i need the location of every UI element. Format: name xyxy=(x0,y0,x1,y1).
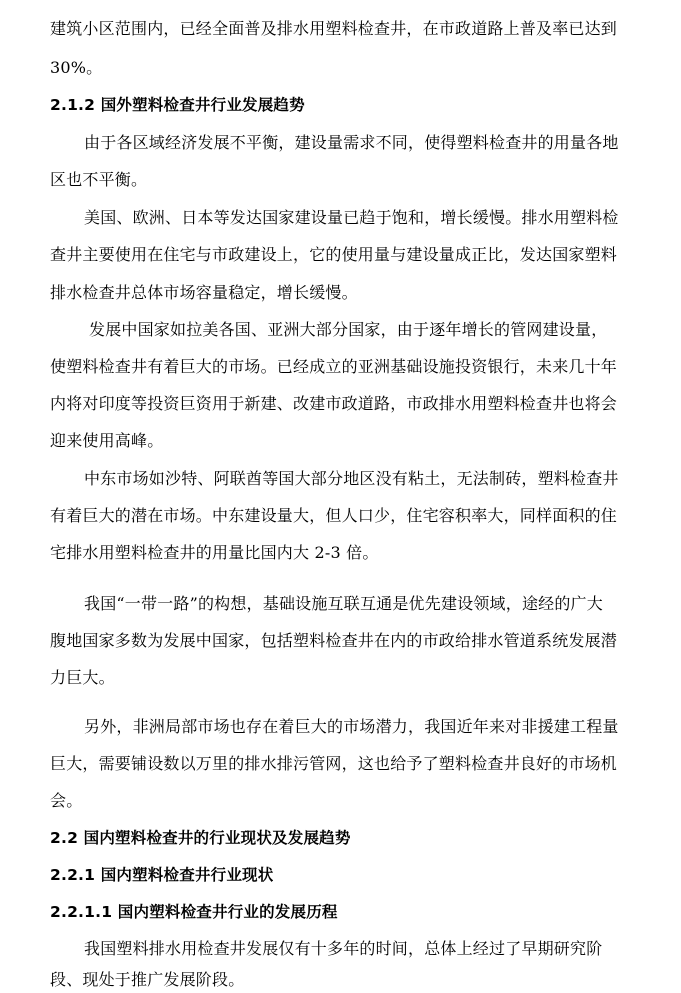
paragraph-line: 内将对印度等投资巨资用于新建、改建市政道路，市政排水用塑料检查井也将会 xyxy=(50,394,618,413)
section-heading: 2.1.2 国外塑料检查井行业发展趋势 xyxy=(50,96,305,114)
paragraph-line: 力巨大。 xyxy=(50,668,115,687)
paragraph-line: 由于各区域经济发展不平衡，建设量需求不同，使得塑料检查井的用量各地 xyxy=(84,133,619,152)
paragraph-line: 段、现处于推广发展阶段。 xyxy=(50,970,245,989)
paragraph-line: 30%。 xyxy=(50,58,103,77)
paragraph-line: 区也不平衡。 xyxy=(50,170,148,189)
paragraph-line: 有着巨大的潜在市场。中东建设量大，但人口少，住宅容积率大，同样面积的住 xyxy=(50,506,618,525)
paragraph-line: 查井主要使用在住宅与市政建设上，它的使用量与建设量成正比，发达国家塑料 xyxy=(50,245,618,264)
paragraph-line: 宅排水用塑料检查井的用量比国内大 2-3 倍。 xyxy=(50,543,379,562)
subsubsection-heading: 2.2.1.1 国内塑料检查井行业的发展历程 xyxy=(50,903,338,921)
paragraph-line: 排水检查井总体市场容量稳定，增长缓慢。 xyxy=(50,283,358,302)
paragraph-line: 腹地国家多数为发展中国家，包括塑料检查井在内的市政给排水管道系统发展潜 xyxy=(50,631,618,650)
paragraph-line: 迎来使用高峰。 xyxy=(50,431,164,450)
paragraph-line: 另外，非洲局部市场也存在着巨大的市场潜力，我国近年来对非援建工程量 xyxy=(84,717,619,736)
paragraph-line: 建筑小区范围内，已经全面普及排水用塑料检查井，在市政道路上普及率已达到 xyxy=(50,19,618,38)
paragraph-line: 使塑料检查井有着巨大的市场。已经成立的亚洲基础设施投资银行，未来几十年 xyxy=(50,357,618,376)
section-heading: 2.2 国内塑料检查井的行业现状及发展趋势 xyxy=(50,829,351,847)
paragraph-line: 我国塑料排水用检查井发展仅有十多年的时间，总体上经过了早期研究阶 xyxy=(84,939,603,958)
paragraph-line: 我国“一带一路”的构想，基础设施互联互通是优先建设领域，途经的广大 xyxy=(84,594,603,613)
paragraph-line: 巨大，需要铺设数以万里的排水排污管网，这也给予了塑料检查井良好的市场机 xyxy=(50,754,618,773)
subsection-heading: 2.2.1 国内塑料检查井行业现状 xyxy=(50,866,274,884)
paragraph-line: 会。 xyxy=(50,791,83,810)
paragraph-line: 发展中国家如拉美各国、亚洲大部分国家，由于逐年增长的管网建设量， xyxy=(89,320,608,339)
paragraph-line: 中东市场如沙特、阿联酋等国大部分地区没有粘土，无法制砖，塑料检查井 xyxy=(84,469,619,488)
paragraph-line: 美国、欧洲、日本等发达国家建设量已趋于饱和，增长缓慢。排水用塑料检 xyxy=(84,208,619,227)
